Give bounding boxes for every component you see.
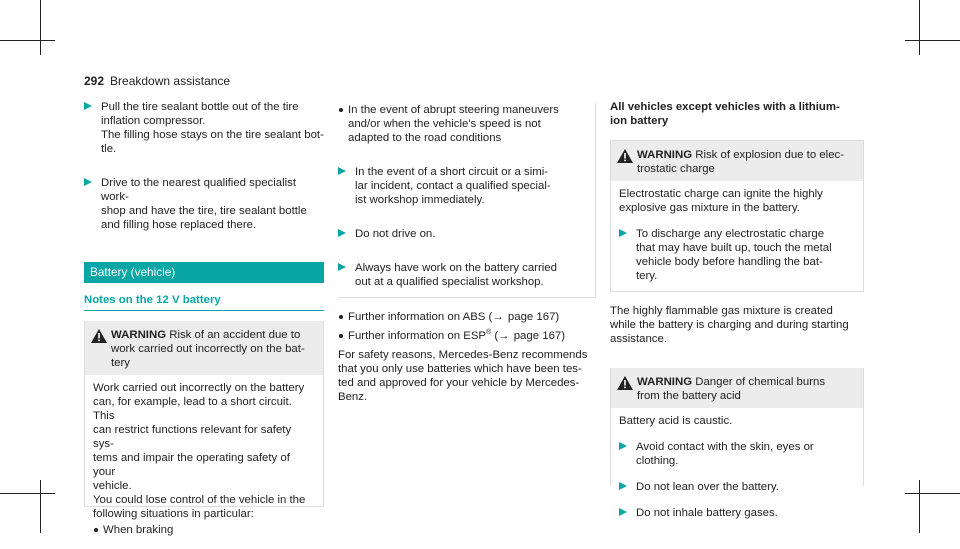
step-line: tle. <box>101 143 117 155</box>
step-line: clothing. <box>636 455 679 467</box>
warning-keyword: WARNING <box>637 376 693 388</box>
warning-head-line: tery <box>111 357 130 369</box>
paragraph-line: ted and approved for your vehicle by Mercedes- <box>338 377 580 389</box>
warning-body-line: vehicle. <box>93 480 132 492</box>
step-line: inflation compressor. <box>101 115 206 127</box>
bullet-dot-icon <box>339 108 343 112</box>
warning-head-line: from the battery acid <box>637 390 741 402</box>
warning-body-line: can, for example, lead to a short circuit. This <box>93 396 292 422</box>
instruction-step <box>619 227 855 283</box>
warning-triangle-icon <box>617 149 633 163</box>
warning-body <box>611 408 863 528</box>
warning-header <box>611 368 863 408</box>
page-number: 292 <box>84 74 105 88</box>
bullet-dot-icon <box>339 334 343 338</box>
warning-keyword: WARNING <box>637 149 693 161</box>
cross-reference-arrow-icon: → <box>492 311 504 323</box>
bullet-text: and/or when the vehicle's speed is not <box>348 118 541 130</box>
warning-box <box>610 140 864 292</box>
step-line: vehicle body before handling the bat- <box>636 256 823 268</box>
warning-body-line: explosive gas mixture in the battery. <box>619 202 800 214</box>
warning-head-line: trostatic charge <box>637 163 715 175</box>
bullet-text: In the event of abrupt steering maneuvers <box>348 104 559 116</box>
warning-header <box>85 321 323 375</box>
step-line: Do not drive on. <box>355 228 436 240</box>
warning-box-continued <box>338 103 596 298</box>
crop-mark <box>40 0 41 55</box>
step-line: The filling hose stays on the tire sealant bot- <box>101 129 324 141</box>
step-line: and filling hose replaced there. <box>101 219 257 231</box>
step-arrow-icon <box>84 178 92 186</box>
bullet-dot-icon <box>339 315 343 319</box>
step-line: Do not inhale battery gases. <box>636 507 778 519</box>
paragraph <box>610 304 864 346</box>
warning-header <box>611 141 863 181</box>
step-line: lar incident, contact a qualified special- <box>355 180 551 192</box>
step-line: that may have built up, touch the metal <box>636 242 832 254</box>
instruction-step <box>338 261 587 289</box>
cross-reference-arrow-icon: → <box>498 330 510 342</box>
paragraph-line: For safety reasons, Mercedes-Benz recommends <box>338 349 588 361</box>
page-reference-link[interactable]: page 167) <box>510 330 566 342</box>
warning-body-line: You could lose control of the vehicle in the <box>93 494 306 506</box>
heading-line: All vehicles except vehicles with a lithium- <box>610 101 840 113</box>
instruction-step <box>338 165 587 207</box>
warning-triangle-icon <box>617 376 633 390</box>
step-line: Drive to the nearest qualified specialist work- <box>101 177 297 203</box>
bullet-text: adapted to the road conditions <box>348 132 502 144</box>
column-3 <box>610 100 864 519</box>
instruction-step <box>619 506 855 520</box>
paragraph-line: The highly flammable gas mixture is created <box>610 305 833 317</box>
paragraph-line: Benz. <box>338 391 368 403</box>
warning-head-line: Risk of explosion due to elec- <box>695 149 845 161</box>
step-line: To discharge any electrostatic charge <box>636 228 825 240</box>
subsection-heading: Notes on the 12 V battery <box>84 293 324 311</box>
bullet-item <box>338 103 587 145</box>
step-arrow-icon <box>619 508 627 516</box>
instruction-step <box>619 440 855 468</box>
step-line: Always have work on the battery carried <box>355 262 557 274</box>
bullet-text: When braking <box>103 524 174 536</box>
crop-mark <box>0 40 55 41</box>
crop-mark <box>919 480 920 533</box>
warning-head-line: Risk of an accident due to <box>169 329 301 341</box>
instruction-step <box>84 176 324 232</box>
step-line: Avoid contact with the skin, eyes or <box>636 441 814 453</box>
crop-mark <box>919 0 920 55</box>
step-line: ist workshop immediately. <box>355 194 485 206</box>
column-2 <box>338 103 596 404</box>
warning-body <box>85 375 323 549</box>
paragraph-line: assistance. <box>610 333 667 345</box>
page-header <box>84 74 230 88</box>
warning-triangle-icon <box>91 329 107 343</box>
warning-body-line: tems and impair the operating safety of your <box>93 452 290 478</box>
crop-mark <box>905 40 960 41</box>
warning-body-line: Battery acid is caustic. <box>619 415 733 427</box>
step-arrow-icon <box>619 482 627 490</box>
paragraph-line: that you only use batteries which have been tes- <box>338 363 582 375</box>
crop-mark <box>0 493 55 494</box>
column-1 <box>84 100 324 536</box>
section-title-bar: Battery (vehicle) <box>84 262 324 283</box>
step-arrow-icon <box>84 102 92 110</box>
step-arrow-icon <box>338 229 346 237</box>
paragraph-line: while the battery is charging and during starting <box>610 319 849 331</box>
step-line: Do not lean over the battery. <box>636 481 779 493</box>
reference-text: ( <box>491 330 499 342</box>
instruction-step <box>619 480 855 494</box>
instruction-step <box>338 227 587 241</box>
instruction-step <box>84 100 324 156</box>
heading-line: ion battery <box>610 115 669 127</box>
reference-text: Further information on ESP <box>348 330 487 342</box>
warning-body-line: following situations in particular: <box>93 508 254 520</box>
warning-body-line: Electrostatic charge can ignite the highly <box>619 188 823 200</box>
crop-mark <box>905 493 960 494</box>
warning-body-line: Work carried out incorrectly on the battery <box>93 382 305 394</box>
warning-keyword: WARNING <box>111 329 167 341</box>
step-line: shop and have the tire, tire sealant bottle <box>101 205 307 217</box>
reference-text: Further information on ABS ( <box>348 311 493 323</box>
step-arrow-icon <box>338 263 346 271</box>
step-line: In the event of a short circuit or a simi- <box>355 166 549 178</box>
step-arrow-icon <box>619 442 627 450</box>
warning-head-line: Danger of chemical burns <box>695 376 826 388</box>
bullet-item <box>338 310 596 324</box>
page-reference-link[interactable]: page 167) <box>504 311 560 323</box>
bullet-item <box>338 329 596 343</box>
chapter-title: Breakdown assistance <box>110 74 231 88</box>
section-heading <box>610 100 864 128</box>
paragraph <box>338 348 596 404</box>
crop-mark <box>40 480 41 533</box>
warning-box <box>84 321 324 536</box>
step-arrow-icon <box>619 229 627 237</box>
warning-body-line: can restrict functions relevant for safety sys- <box>93 424 292 450</box>
step-line: Pull the tire sealant bottle out of the tire <box>101 101 299 113</box>
warning-box <box>610 368 864 519</box>
warning-head-line: work carried out incorrectly on the bat- <box>111 343 305 355</box>
step-line: out at a qualified specialist workshop. <box>355 276 544 288</box>
bullet-dot-icon <box>94 528 98 532</box>
step-line: tery. <box>636 270 658 282</box>
warning-body <box>611 181 863 291</box>
registered-mark: ® <box>486 329 492 336</box>
step-arrow-icon <box>338 167 346 175</box>
bullet-item <box>93 523 315 537</box>
